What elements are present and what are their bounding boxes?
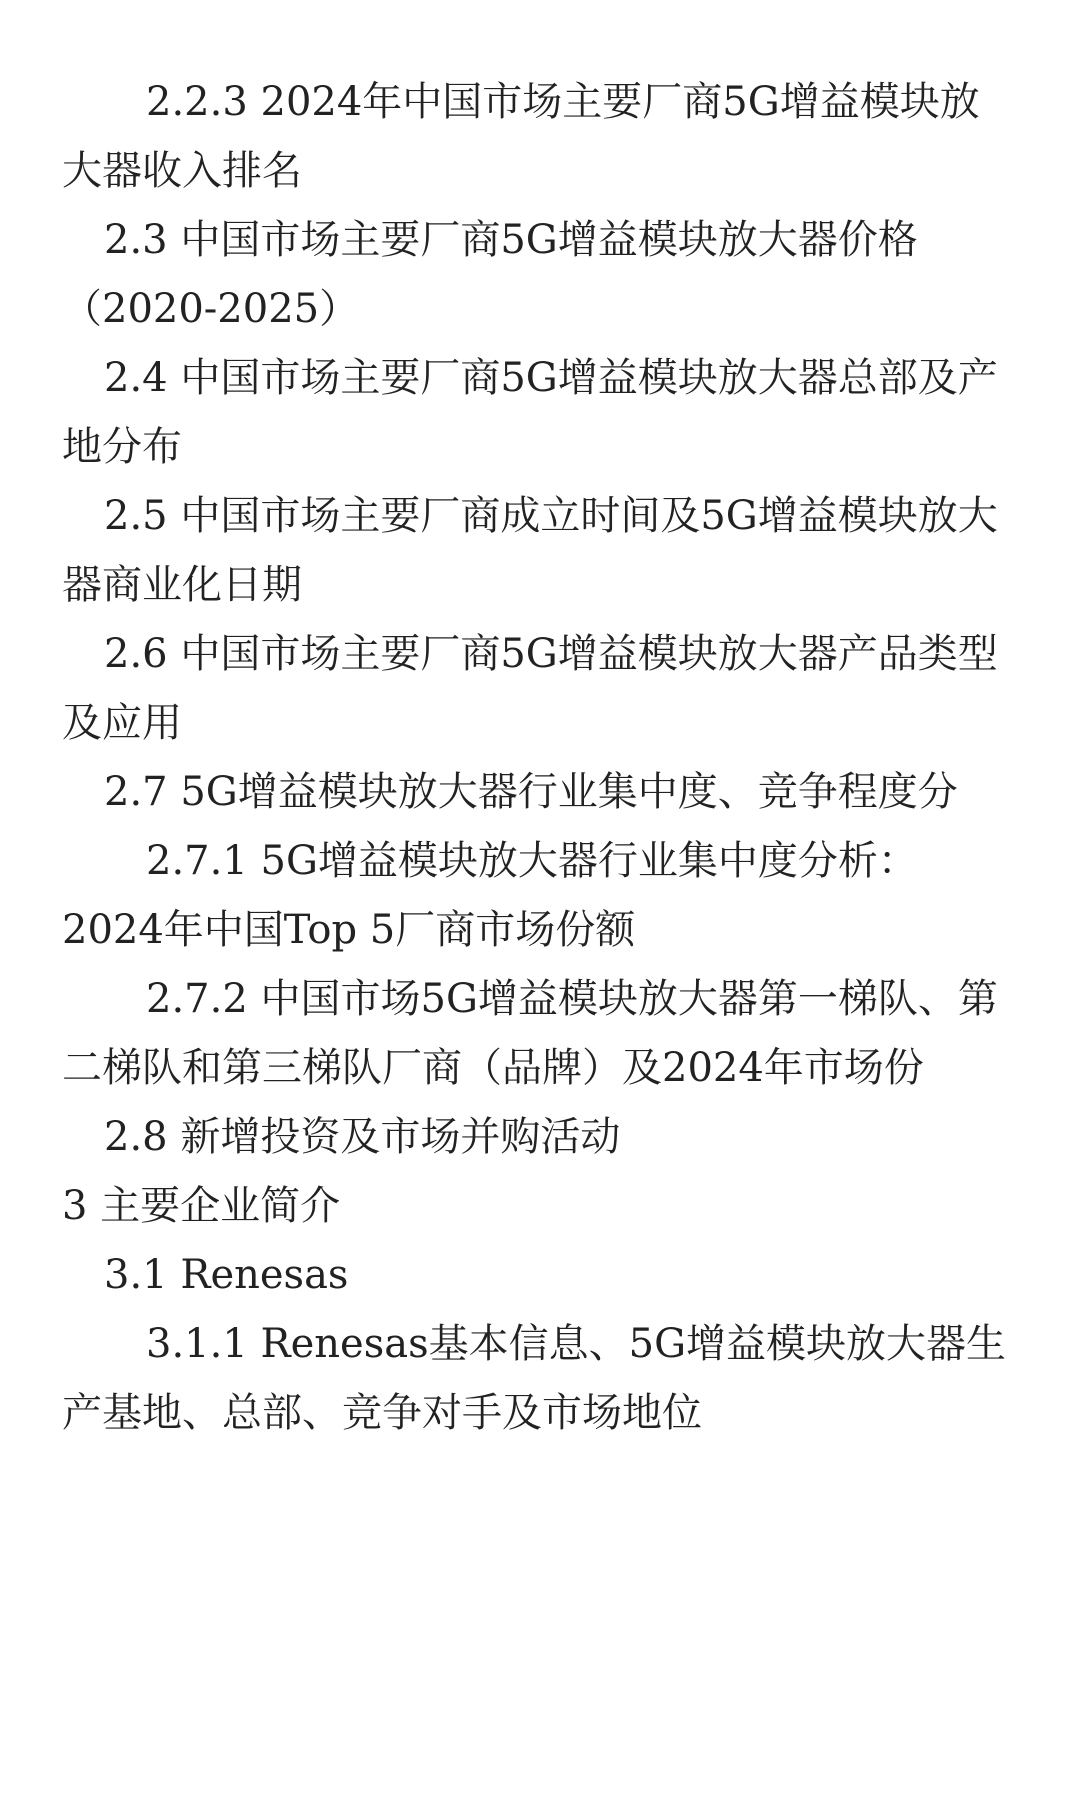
table-of-contents — [62, 68, 1012, 1448]
toc-entry-3-1: 3.1 Renesas — [104, 1252, 349, 1298]
toc-entry-2-3: 2.3 中国市场主要厂商5G增益模块放大器价格（2020-2025） — [62, 217, 918, 332]
toc-entry-2-8: 2.8 新增投资及市场并购活动 — [104, 1114, 621, 1160]
toc-entry-2-6: 2.6 中国市场主要厂商5G增益模块放大器产品类型及应用 — [62, 631, 998, 746]
toc-entry-2-7-2: 2.7.2 中国市场5G增益模块放大器第一梯队、第二梯队和第三梯队厂商（品牌）及2024年市场份 — [62, 976, 998, 1091]
toc-entry-3-1-1: 3.1.1 Renesas基本信息、5G增益模块放大器生产基地、总部、竞争对手及市场地位 — [62, 1321, 1007, 1436]
toc-entry-3: 3 主要企业简介 — [62, 1183, 341, 1229]
toc-entry-2-4: 2.4 中国市场主要厂商5G增益模块放大器总部及产地分布 — [62, 355, 998, 470]
toc-entry-2-2-3: 2.2.3 2024年中国市场主要厂商5G增益模块放大器收入排名 — [62, 79, 980, 194]
toc-entry-2-7: 2.7 5G增益模块放大器行业集中度、竞争程度分 — [104, 769, 958, 815]
toc-entry-2-7-1: 2.7.1 5G增益模块放大器行业集中度分析：2024年中国Top 5厂商市场份额 — [62, 838, 918, 953]
toc-entry-2-5: 2.5 中国市场主要厂商成立时间及5G增益模块放大器商业化日期 — [62, 493, 998, 608]
